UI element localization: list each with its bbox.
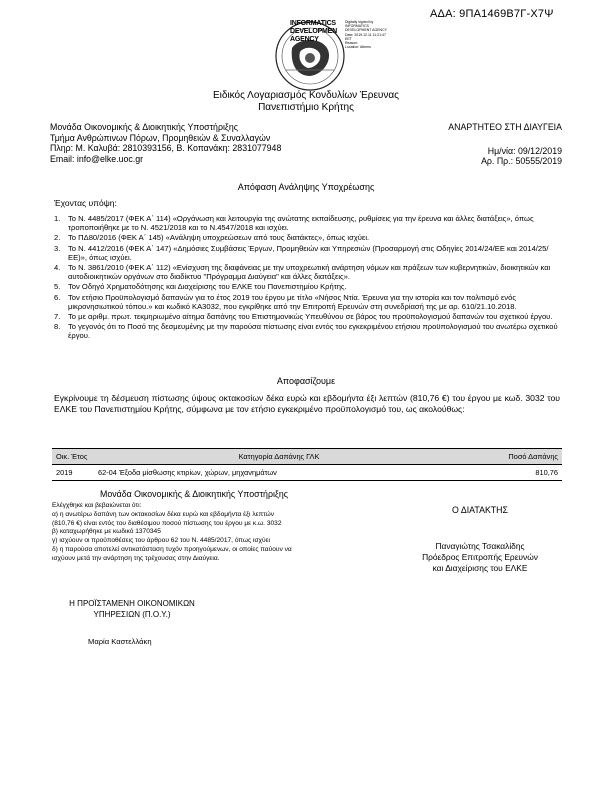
posted-label: ΑΝΑΡΤΗΤΕΟ ΣΤΗ ΔΙΑΥΓΕΙΑ: [448, 122, 562, 132]
list-item: [54, 312, 560, 321]
authorizer-role: και Διαχείρισης του ΕΛΚΕ: [432, 563, 528, 573]
item-number: 3.: [54, 243, 61, 253]
protocol-number: Αρ. Πρ.: 50555/2019: [481, 156, 562, 167]
list-item: [54, 322, 560, 340]
decision-title: Απόφαση Ανάληψης Υποχρέωσης: [237, 182, 375, 192]
list-item: [54, 263, 560, 281]
cell-year: 2019: [52, 465, 94, 481]
verification-line: δ) η παρούσα αποτελεί αντικατάσταση τυχόν προηγούμενων, οι οποίες παύουν να: [52, 545, 292, 553]
verification-line: α) η ανωτέρω δαπάνη των οκτακοσίων δέκα ευρώ και εβδομήντα έξι λεπτών: [52, 510, 275, 518]
cert-line: Date: 2019.12.11 11:21:47: [345, 32, 386, 37]
digital-signature-info: [345, 20, 400, 49]
informatics-line: AGENCY: [290, 36, 319, 43]
informatics-line: INFORMATICS: [290, 20, 336, 27]
verification-line: (810,76 €) είναι εντός του διαθέσιμου ποσού πίστωσης του έργου με κ.ω. 3032: [52, 519, 282, 527]
informatics-line: DEVELOPMEN: [290, 28, 338, 35]
head-financial-services: [52, 598, 212, 620]
verification-line: Ελέγχθηκε και βεβαιώνεται ότι:: [52, 502, 142, 509]
verification-text: [52, 502, 352, 564]
item-number: 6.: [54, 292, 61, 302]
list-item: [54, 293, 560, 311]
doc-date: Ημ/νία: 09/12/2019: [487, 145, 562, 156]
list-item: [54, 214, 560, 232]
authorizer-block: [400, 541, 560, 574]
item-text: Το ΠΔ80/2016 (ΦΕΚ Α΄ 145) «Ανάληψη υποχρεώσεων από τους διατάκτες», όπως ισχύει.: [68, 233, 370, 243]
org-contacts: Πληρ: Μ. Καλυβά: 2810393156, Β. Κοπανάκη: 2831077948: [50, 143, 282, 154]
doc-meta: [400, 122, 562, 167]
cert-line: DEVELOPMENT AGENCY: [345, 28, 387, 33]
org-unit: Μονάδα Οικονομικής & Διοικητικής Υποστήριξης: [50, 122, 238, 132]
table-header-row: [52, 449, 562, 465]
org-department: Τμήμα Ανθρώπινων Πόρων, Προμηθειών & Συναλλαγών: [50, 132, 271, 143]
org-details: [50, 122, 281, 164]
head-name: Μαρία Καστελλάκη: [88, 637, 152, 646]
verification-line: ισχύουν μετά την ανάρτηση της τρέχουσας στην Διαύγεια.: [52, 554, 220, 562]
item-text: Το Ν. 4412/2016 (ΦΕΚ Α΄ 147) «Δημόσιες Συμβάσεις Έργων, Προμηθειών και Υπηρεσιών (Προσαρμογή στις Οδηγίες 2014/24/ΕΕ και 2014/25/ΕΕ)», όπως ισχύει.: [68, 243, 549, 262]
head-title-line: Η ΠΡΟΪΣΤΑΜΕΝΗ ΟΙΚΟΝΟΜΙΚΩΝ: [69, 599, 195, 608]
item-text: Τον Οδηγό Χρηματοδότησης και Διαχείρισης του ΕΛΚΕ του Πανεπιστημίου Κρήτης.: [68, 282, 347, 292]
authorizer-title: Ο ΔΙΑΤΑΚΤΗΣ: [452, 505, 508, 515]
cell-category: 62-04 Έξοδα μίσθωσης κτιρίων, χώρων, μηχανημάτων: [94, 465, 464, 481]
item-text: Το με αριθμ. πρωτ. τεκμηριωμένο αίτημα δαπάνης του Επιστημονικώς Υπευθύνου σε βάρος του προϋπολογισμού δαπανών του σχετικού έργου.: [68, 312, 553, 322]
verification-line: γ) ισχύουν οι προϋποθέσεις του άρθρου 62 του Ν. 4485/2017, όπως ισχύει: [52, 537, 271, 545]
elke-title: [200, 90, 412, 114]
cert-line: Digitally signed by: [345, 20, 374, 24]
header-category: Κατηγορία Δαπάνης ΓΛΚ: [94, 449, 464, 465]
item-text: Το Ν. 3861/2010 (ΦΕΚ Α΄ 112) «Ενίσχυση της διαφάνειας με την υποχρεωτική ανάρτηση νόμων και πράξεων των κυβερνητικών, διοικητικών και αυτοδιοικητικών οργάνων στο διαδίκτυο "Πρόγραμμα Διαύγεια" και άλλες διατάξεις».: [68, 263, 551, 282]
head-title-line: ΥΠΗΡΕΣΙΩΝ (Π.Ο.Υ.): [93, 610, 171, 619]
item-number: 5.: [54, 282, 61, 292]
authorizer-role: Πρόεδρος Επιτροπής Ερευνών: [422, 552, 538, 562]
item-text: Το γεγονός ότι το Ποσό της δεσμευμένης με την παρούσα πίστωσης είναι εντός του εγκεκριμένου ετήσιου προϋπολογισμού του ανωτέρω σχετικού έργου.: [68, 322, 558, 341]
cert-line: EET: [345, 36, 352, 41]
item-number: 7.: [54, 312, 61, 322]
item-number: 8.: [54, 322, 61, 332]
org-email[interactable]: Email: info@elke.uoc.gr: [50, 153, 144, 164]
verification-unit-title: Μονάδα Οικονομικής & Διοικητικής Υποστήριξης: [100, 489, 288, 499]
informatics-watermark: [290, 20, 337, 44]
header-amount: Ποσό Δαπάνης: [464, 449, 562, 465]
item-text: Τον ετήσιο Προϋπολογισμό δαπανών για το έτος 2019 του έργου με τίτλο «Νήσος Ντία. Έρευνα για την ιστορία και τον πολιτισμό ενός μικρονησιωτικού τόπου.» και κωδικό ΚΑ3032, που εγκρίθηκε από την Επιτροπή Ερευνών στη συνεδρίασή της με αρ. 610/21.10.2018.: [68, 292, 517, 311]
approval-paragraph: Εγκρίνουμε τη δέσμευση πίστωσης ύψους οκτακοσίων δέκα ευρώ και εβδομήντα έξι λεπτών (810,76 €) του έργου με κωδ. 3032 του ΕΛΚΕ του Πανεπιστημίου Κρήτης, σύμφωνα με τον ετήσιο εγκεκριμένο προϋπολογισμό του, ως ακολούθως:: [54, 393, 560, 415]
item-number: 1.: [54, 214, 61, 223]
list-item: [54, 244, 560, 262]
cert-line: Reason:: [345, 41, 359, 46]
verification-line: β) καταχωρήθηκε με κωδικό 1370345: [52, 528, 161, 536]
decide-title: Αποφασίζουμε: [276, 376, 336, 386]
having-seen-label: Έχοντας υπόψη:: [54, 198, 117, 208]
budget-table: [52, 448, 562, 481]
item-number: 2.: [54, 233, 61, 243]
considerations-list: [54, 214, 560, 342]
cert-line: Location: Athens: [345, 45, 371, 50]
elke-title-line: Πανεπιστήμιο Κρήτης: [258, 102, 354, 113]
item-number: 4.: [54, 263, 61, 273]
ada-code: ΑΔΑ: 9ΠΑ1469Β7Γ-Χ7Ψ: [430, 8, 554, 20]
table-row: [52, 465, 562, 481]
cert-line: INFORMATICS: [345, 24, 369, 29]
authorizer-name: Παναγιώτης Τσακαλίδης: [435, 541, 525, 551]
list-item: [54, 282, 560, 291]
elke-title-line: Ειδικός Λογαριασμός Κονδυλίων Έρευνας: [213, 90, 399, 101]
cell-amount: 810,76: [464, 465, 562, 481]
list-item: [54, 233, 560, 242]
header-year: Οικ. Έτος: [52, 449, 94, 465]
item-text: Το Ν. 4485/2017 (ΦΕΚ Α΄ 114) «Οργάνωση και λειτουργία της ανώτατης εκπαίδευσης, ρυθμίσεις για την έρευνα και άλλες διατάξεις», όπως τροποποιήθηκε με το Ν. 4521/2018 και το Ν.4547/2018 και ισχύει.: [68, 214, 534, 233]
